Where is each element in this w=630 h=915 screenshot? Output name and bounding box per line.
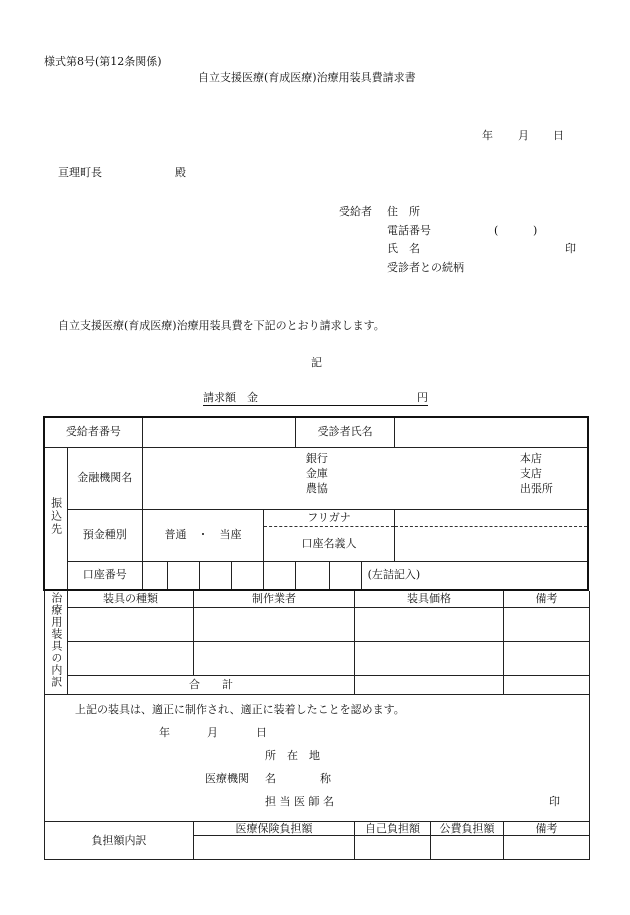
burden-label: 負担額内訳 bbox=[45, 821, 194, 860]
phone-paren-open: ( bbox=[494, 224, 499, 237]
equipment-section-label bbox=[45, 591, 68, 694]
phone-paren-close: ) bbox=[533, 224, 538, 237]
institution-name-label: 名 称 bbox=[265, 771, 331, 785]
transfer-section-label bbox=[44, 447, 67, 590]
ki-mark: 記 bbox=[311, 356, 322, 369]
left-justify-note: (左詰記入) bbox=[361, 561, 588, 590]
applicant-seal: 印 bbox=[565, 242, 576, 255]
total-label: 合 計 bbox=[68, 675, 355, 694]
relation-label: 受診者との続柄 bbox=[387, 261, 464, 274]
furigana-label: フリガナ bbox=[264, 510, 394, 527]
manufacturer-row-2[interactable] bbox=[194, 641, 355, 675]
name-label: 氏 名 bbox=[387, 242, 420, 255]
col-self-burden: 自己負担額 bbox=[355, 821, 431, 836]
document-title: 自立支援医療(育成医療)治療用装具費請求書 bbox=[198, 71, 416, 84]
transfer-section-text: 振込先 bbox=[49, 496, 63, 536]
bank-type-bank: 銀行 bbox=[305, 452, 328, 465]
certification-cell bbox=[45, 694, 590, 821]
remarks-row-2[interactable] bbox=[504, 641, 590, 675]
doctor-label: 担 当 医 師 名 bbox=[265, 794, 334, 808]
recipient-number-field[interactable] bbox=[142, 417, 296, 447]
holder-label: 口座名義人 bbox=[301, 536, 357, 550]
patient-name-label: 受診者氏名 bbox=[296, 417, 394, 447]
address-label: 住 所 bbox=[387, 205, 420, 218]
date-day: 日 bbox=[553, 129, 564, 142]
equipment-table bbox=[44, 591, 590, 860]
account-digit-1[interactable] bbox=[142, 561, 167, 590]
recipient-number-label: 受給者番号 bbox=[44, 417, 142, 447]
amount-label: 請求額 金 bbox=[203, 391, 258, 404]
account-digit-5[interactable] bbox=[264, 561, 296, 590]
col-equipment-price: 装具価格 bbox=[355, 591, 504, 607]
account-number-label: 口座番号 bbox=[67, 561, 142, 590]
col-remarks: 備考 bbox=[504, 591, 590, 607]
equipment-type-row-1[interactable] bbox=[68, 607, 194, 641]
date-year: 年 bbox=[482, 129, 493, 142]
col-burden-remarks: 備考 bbox=[504, 821, 590, 836]
self-burden-field[interactable] bbox=[355, 836, 431, 860]
col-public-burden: 公費負担額 bbox=[431, 821, 504, 836]
honorific: 殿 bbox=[175, 166, 186, 179]
patient-name-field[interactable] bbox=[394, 417, 588, 447]
account-digit-3[interactable] bbox=[200, 561, 232, 590]
bank-label: 金融機関名 bbox=[67, 447, 142, 509]
bank-type-kinko: 金庫 bbox=[305, 467, 328, 480]
price-row-1[interactable] bbox=[355, 607, 504, 641]
branch-type-shutchojo: 出張所 bbox=[519, 482, 553, 495]
cert-day: 日 bbox=[256, 725, 267, 739]
location-label: 所 在 地 bbox=[265, 748, 320, 762]
total-remarks[interactable] bbox=[504, 675, 590, 694]
amount-unit: 円 bbox=[417, 391, 428, 404]
account-digit-6[interactable] bbox=[296, 561, 329, 590]
equipment-type-row-2[interactable] bbox=[68, 641, 194, 675]
equipment-section-text: 治療用装具の内訳 bbox=[49, 592, 63, 689]
col-manufacturer: 制作業者 bbox=[194, 591, 355, 607]
bank-type-nokyo: 農協 bbox=[305, 482, 328, 495]
insurance-burden-field[interactable] bbox=[194, 836, 355, 860]
total-price[interactable] bbox=[355, 675, 504, 694]
public-burden-field[interactable] bbox=[431, 836, 504, 860]
cert-month: 月 bbox=[207, 725, 218, 739]
bank-field[interactable] bbox=[142, 447, 588, 509]
branch-type-honten: 本店 bbox=[519, 452, 542, 465]
manufacturer-row-1[interactable] bbox=[194, 607, 355, 641]
form-number: 様式第8号(第12条関係) bbox=[44, 55, 162, 68]
account-digit-7[interactable] bbox=[329, 561, 361, 590]
burden-remarks-field[interactable] bbox=[504, 836, 590, 860]
applicant-role: 受給者 bbox=[339, 205, 372, 218]
phone-label: 電話番号 bbox=[387, 224, 431, 237]
date-month: 月 bbox=[518, 129, 529, 142]
holder-label-cell bbox=[264, 509, 395, 561]
price-row-2[interactable] bbox=[355, 641, 504, 675]
branch-type-shiten: 支店 bbox=[519, 467, 542, 480]
institution-prefix: 医療機関 bbox=[205, 771, 249, 785]
amount-line bbox=[203, 392, 428, 406]
account-type-options[interactable]: 普通 ・ 当座 bbox=[142, 509, 263, 561]
account-digit-2[interactable] bbox=[167, 561, 199, 590]
holder-field[interactable] bbox=[394, 509, 588, 561]
addressee: 亘理町長 bbox=[58, 166, 102, 179]
doctor-seal: 印 bbox=[549, 794, 560, 808]
account-digit-4[interactable] bbox=[232, 561, 264, 590]
col-insurance-burden: 医療保険負担額 bbox=[194, 821, 355, 836]
request-text: 自立支援医療(育成医療)治療用装具費を下記のとおり請求します。 bbox=[58, 319, 385, 332]
remarks-row-1[interactable] bbox=[504, 607, 590, 641]
certification-statement: 上記の装具は、適正に制作され、適正に装着したことを認めます。 bbox=[75, 702, 405, 716]
cert-year: 年 bbox=[159, 725, 170, 739]
account-type-label: 預金種別 bbox=[67, 509, 142, 561]
recipient-transfer-table bbox=[43, 416, 589, 591]
col-equipment-type: 装具の種類 bbox=[68, 591, 194, 607]
